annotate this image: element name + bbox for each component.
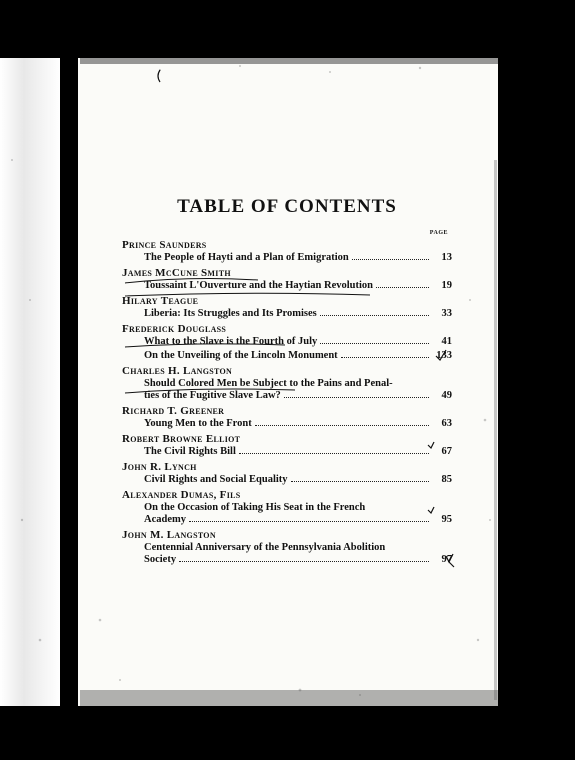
toc-entry-title: Young Men to the Front xyxy=(144,418,252,429)
dot-leader xyxy=(320,315,429,316)
toc-entry-page: 63 xyxy=(441,418,452,429)
toc-entry-title: The Civil Rights Bill xyxy=(144,446,236,457)
toc-entry-title-line2: Society xyxy=(144,554,177,565)
toc-author: Frederick Douglass xyxy=(122,323,227,335)
dot-leader xyxy=(352,259,429,260)
toc-entry[interactable] xyxy=(122,350,452,362)
toc-entry[interactable] xyxy=(122,378,452,402)
toc-entry-title-line2: Academy xyxy=(144,514,186,525)
toc-entry-title-line1: On the Occasion of Taking His Seat in the French xyxy=(144,502,366,513)
toc-entry-page: 33 xyxy=(441,308,452,319)
toc-entry-title: Toussaint L'Ouverture and the Haytian Revolution xyxy=(144,280,373,291)
toc-entry-page: 41 xyxy=(441,336,452,347)
toc-entry[interactable] xyxy=(122,336,452,348)
toc-author: Charles H. Langston xyxy=(122,365,233,377)
dot-leader xyxy=(255,425,429,426)
toc-author: Alexander Dumas, Fils xyxy=(122,489,241,501)
toc-author: Hilary Teague xyxy=(122,295,199,307)
toc-entry[interactable] xyxy=(122,502,452,526)
toc-author: James McCune Smith xyxy=(122,267,231,279)
toc-entry-page: 19 xyxy=(441,280,452,291)
dot-leader xyxy=(284,397,429,398)
dot-leader xyxy=(341,357,429,358)
toc-entry-page: 13 xyxy=(441,252,452,263)
toc-entry-page: 85 xyxy=(441,474,452,485)
toc-author: John M. Langston xyxy=(122,529,216,541)
toc-entry[interactable] xyxy=(122,252,452,264)
scan-left-margin xyxy=(0,58,60,706)
toc-entry[interactable] xyxy=(122,418,452,430)
dot-leader xyxy=(239,453,429,454)
toc-entry-page: 97 xyxy=(441,554,452,565)
toc-entry[interactable] xyxy=(122,446,452,458)
toc-author: John R. Lynch xyxy=(122,461,197,473)
toc-entry[interactable] xyxy=(122,280,452,292)
toc-entry[interactable] xyxy=(122,474,452,486)
toc-entry-title: On the Unveiling of the Lincoln Monument xyxy=(144,350,338,361)
toc-entry-page: 133 xyxy=(436,350,452,361)
toc-entry-page: 95 xyxy=(441,514,452,525)
toc-entry-title: Civil Rights and Social Equality xyxy=(144,474,288,485)
book-spine-shadow xyxy=(62,58,78,706)
dot-leader xyxy=(376,287,429,288)
page-column-label: PAGE xyxy=(429,230,448,236)
toc-author: Prince Saunders xyxy=(122,239,207,251)
toc-entry-page: 49 xyxy=(441,390,452,401)
dot-leader xyxy=(320,343,429,344)
toc-entry-page: 67 xyxy=(441,446,452,457)
toc-entry[interactable] xyxy=(122,308,452,320)
dot-leader xyxy=(179,561,429,562)
toc-entry-title-line1: Centennial Anniversary of the Pennsylvania Abolition xyxy=(144,542,386,553)
dot-leader xyxy=(291,481,429,482)
scan-bottom-border xyxy=(0,706,575,760)
toc-entry-title-line2: ties of the Fugitive Slave Law? xyxy=(144,390,281,401)
table-of-contents xyxy=(122,190,452,568)
toc-entry-title: What to the Slave is the Fourth of July xyxy=(144,336,318,347)
toc-entry-title: Liberia: Its Struggles and Its Promises xyxy=(144,308,317,319)
toc-entry[interactable] xyxy=(122,542,452,566)
toc-author: Richard T. Greener xyxy=(122,405,225,417)
toc-entry-title-line1: Should Colored Men be Subject to the Pains and Penal- xyxy=(144,378,393,389)
toc-entry-title: The People of Hayti and a Plan of Emigration xyxy=(144,252,349,263)
dot-leader xyxy=(189,521,429,522)
toc-author: Robert Browne Elliot xyxy=(122,433,241,445)
toc-title: TABLE OF CONTENTS xyxy=(177,196,397,217)
